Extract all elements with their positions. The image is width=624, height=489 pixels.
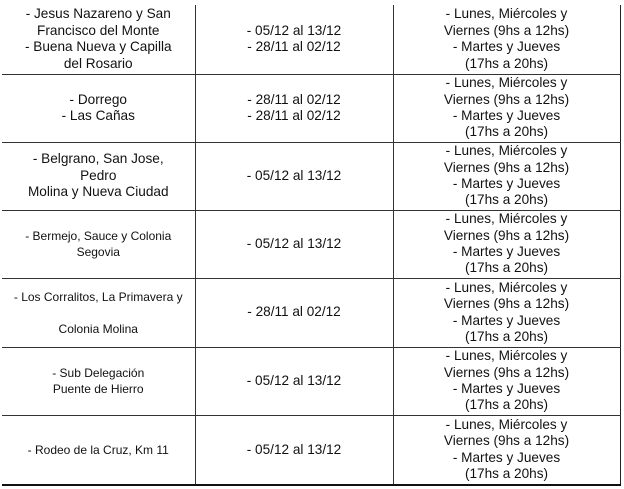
date-range: - 28/11 al 02/12 — [247, 304, 341, 320]
place-line: - Las Cañas — [61, 108, 135, 123]
schedule-line: Viernes (9hs a 12hs) — [443, 22, 570, 38]
schedule-cell — [393, 347, 620, 415]
schedule-cell — [393, 5, 620, 74]
schedule-line: (17hs a 20hs) — [464, 124, 549, 140]
schedule-line: Viernes (9hs a 12hs) — [443, 227, 570, 243]
schedule-line: - Lunes, Miércoles y — [445, 75, 568, 91]
table-row — [2, 415, 620, 485]
place-cell — [2, 210, 195, 278]
dates-cell — [195, 347, 393, 415]
place-cell — [2, 415, 195, 485]
schedule-line: - Martes y Jueves — [452, 39, 561, 55]
schedule-cell — [393, 210, 620, 278]
schedule-line: - Martes y Jueves — [452, 381, 561, 396]
place-cell — [2, 142, 195, 210]
table-row — [2, 74, 620, 142]
place-cell — [2, 278, 195, 347]
place-cell — [2, 5, 195, 74]
date-range: - 28/11 al 02/12 — [247, 91, 341, 107]
date-range: - 05/12 al 13/12 — [246, 22, 342, 38]
place-line: Colonia Molina — [58, 321, 138, 336]
date-range: - 05/12 al 13/12 — [246, 372, 342, 388]
table-row — [2, 278, 620, 347]
place-line: Segovia — [76, 245, 120, 259]
schedule-cell — [393, 278, 620, 347]
date-range: - 28/11 al 02/12 — [247, 39, 341, 55]
schedule-cell — [393, 142, 620, 210]
dates-cell — [195, 5, 393, 74]
schedule-line: Viernes (9hs a 12hs) — [443, 364, 570, 380]
schedule-line: (17hs a 20hs) — [464, 328, 549, 344]
date-range: - 05/12 al 13/12 — [246, 167, 342, 183]
place-cell — [2, 347, 195, 415]
table-row — [2, 142, 620, 210]
place-cell — [2, 74, 195, 142]
place-line: Puente de Hierro — [52, 382, 144, 396]
table-row — [2, 5, 620, 74]
dates-cell — [195, 415, 393, 485]
place-line: - Sub Delegación — [52, 366, 145, 380]
schedule-line: Viernes (9hs a 12hs) — [443, 433, 570, 449]
schedule-line: - Martes y Jueves — [452, 312, 561, 328]
schedule-line: - Lunes, Miércoles y — [445, 348, 568, 364]
table-row — [2, 347, 620, 415]
schedule-line: - Martes y Jueves — [452, 244, 561, 259]
table-row — [2, 210, 620, 278]
place-line: del Rosario — [63, 55, 133, 71]
schedule-line: Viernes (9hs a 12hs) — [443, 91, 570, 107]
dates-cell — [195, 210, 393, 278]
dates-cell — [195, 142, 393, 210]
schedule-line: Viernes (9hs a 12hs) — [443, 296, 570, 312]
schedule-line: - Lunes, Miércoles y — [445, 143, 568, 159]
place-line: - Bermejo, Sauce y Colonia — [25, 229, 172, 243]
schedule-line: - Lunes, Miércoles y — [445, 6, 568, 22]
schedule-line: - Martes y Jueves — [452, 108, 561, 123]
schedule-line: (17hs a 20hs) — [464, 192, 549, 208]
schedule-line: (17hs a 20hs) — [464, 397, 549, 413]
schedule-line: Viernes (9hs a 12hs) — [443, 159, 570, 175]
schedule-line: - Martes y Jueves — [452, 449, 561, 465]
place-line: - Dorrego — [69, 91, 127, 107]
place-line: - Los Corralitos, La Primavera y — [13, 289, 183, 304]
place-line: Pedro — [80, 167, 117, 183]
place-line: Francisco del Monte — [37, 22, 160, 38]
place-line: - Rodeo de la Cruz, Km 11 — [27, 442, 169, 457]
place-line: - Belgrano, San Jose, — [32, 151, 164, 167]
schedule-line: - Lunes, Miércoles y — [445, 211, 568, 227]
line-spacer — [5, 305, 192, 321]
place-line: - Jesus Nazareno y San — [25, 6, 171, 22]
schedule-cell — [393, 415, 620, 485]
schedule-cell — [393, 74, 620, 142]
place-line: Molina y Nueva Ciudad — [27, 184, 169, 200]
schedule-line: (17hs a 20hs) — [464, 466, 549, 482]
schedule-line: - Lunes, Miércoles y — [445, 279, 568, 295]
date-range: - 05/12 al 13/12 — [246, 235, 342, 251]
date-range: - 05/12 al 13/12 — [246, 441, 342, 457]
schedule-line: (17hs a 20hs) — [464, 260, 549, 276]
place-line: - Buena Nueva y Capilla — [24, 39, 172, 55]
schedule-line: (17hs a 20hs) — [464, 55, 549, 71]
schedule-line: - Lunes, Miércoles y — [445, 416, 568, 432]
date-range: - 28/11 al 02/12 — [247, 108, 341, 123]
schedule-line: - Martes y Jueves — [452, 176, 561, 191]
dates-cell — [195, 278, 393, 347]
schedule-table — [2, 5, 621, 486]
dates-cell — [195, 74, 393, 142]
